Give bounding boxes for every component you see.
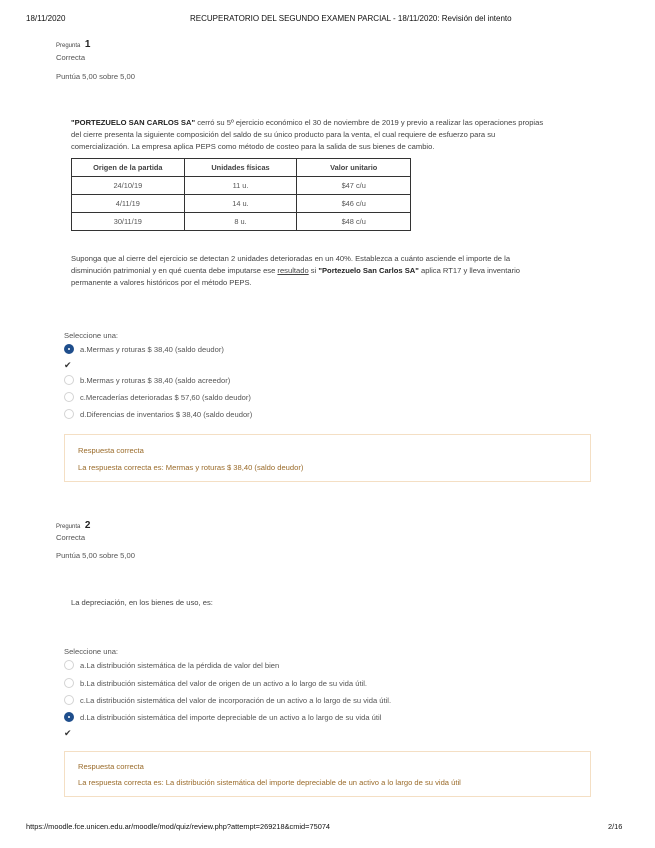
table-header: Valor unitario bbox=[297, 159, 411, 177]
select-label: Seleccione una: bbox=[64, 331, 119, 340]
question-2-status: Correcta bbox=[56, 533, 86, 542]
table-cell: 14 u. bbox=[184, 195, 297, 213]
table-row bbox=[72, 177, 411, 195]
page-url[interactable]: https://moodle.fce.unicen.edu.ar/moodle/mod/quiz/review.php?attempt=269218&cmid=75074 bbox=[26, 822, 331, 831]
answer-option-c[interactable] bbox=[64, 390, 251, 404]
answer-option-c[interactable] bbox=[64, 693, 391, 707]
feedback-box bbox=[64, 751, 591, 797]
radio-selected-icon[interactable] bbox=[64, 712, 74, 722]
question-label: Pregunta bbox=[56, 524, 81, 530]
answer-option-a[interactable] bbox=[64, 342, 224, 356]
radio-icon[interactable] bbox=[64, 660, 74, 670]
intro-line-1: cerró su 5º ejercicio económico el 30 de noviembre de 2019 y previo a realizar las operaciones propias bbox=[195, 118, 544, 127]
option-label: b.La distribución sistemática del valor de origen de un activo a lo largo de su vida útil. bbox=[80, 678, 368, 688]
prompt-line-2a: disminución patrimonial y en qué cuenta debe imputarse ese bbox=[71, 266, 278, 275]
radio-icon[interactable] bbox=[64, 695, 74, 705]
prompt-line-2c: aplica RT17 y lleva inventario bbox=[418, 266, 521, 275]
question-number: 1 bbox=[84, 39, 91, 50]
option-label: d.La distribución sistemática del importe depreciable de un activo a lo largo de su vida útil bbox=[80, 712, 382, 722]
table-cell: 11 u. bbox=[184, 177, 297, 195]
table-cell: $48 c/u bbox=[297, 213, 411, 231]
option-label: d.Diferencias de inventarios $ 38,40 (saldo deudor) bbox=[80, 409, 253, 419]
print-date: 18/11/2020 bbox=[26, 14, 66, 23]
answer-option-a[interactable] bbox=[64, 658, 279, 672]
feedback-title: Respuesta correcta bbox=[78, 446, 144, 455]
feedback-answer: La respuesta correcta es: Mermas y roturas $ 38,40 (saldo deudor) bbox=[78, 463, 304, 472]
question-1-prompt bbox=[71, 253, 611, 289]
table-row bbox=[72, 195, 411, 213]
page-title: RECUPERATORIO DEL SEGUNDO EXAMEN PARCIAL - 18/11/2020: Revisión del intento bbox=[190, 14, 512, 23]
check-icon: ✔ bbox=[64, 360, 72, 370]
question-1-score: Puntúa 5,00 sobre 5,00 bbox=[56, 72, 135, 81]
feedback-box bbox=[64, 434, 591, 482]
intro-line-2: del cierre presenta la siguiente composición del saldo de su único producto para la venta, el cual requiere de esfuerzo para su bbox=[71, 130, 496, 139]
feedback-answer: La respuesta correcta es: La distribución sistemática del importe depreciable de un activo a lo largo de su vida útil bbox=[78, 778, 461, 787]
question-2-heading bbox=[56, 515, 90, 533]
question-1-status: Correcta bbox=[56, 53, 86, 62]
answer-option-b[interactable] bbox=[64, 676, 367, 690]
option-label: b.Mermas y roturas $ 38,40 (saldo acreedor) bbox=[80, 375, 231, 385]
question-1-intro bbox=[71, 117, 611, 153]
question-number: 2 bbox=[84, 520, 91, 531]
question-label: Pregunta bbox=[56, 43, 81, 49]
table-cell: 30/11/19 bbox=[72, 213, 185, 231]
table-header-row bbox=[72, 159, 411, 177]
option-label: a.La distribución sistemática de la pérdida de valor del bien bbox=[80, 660, 280, 670]
page-number: 2/16 bbox=[608, 822, 623, 831]
resultado-link[interactable]: resultado bbox=[277, 266, 309, 275]
option-label: c.Mercaderías deterioradas $ 57,60 (saldo deudor) bbox=[80, 392, 251, 402]
radio-icon[interactable] bbox=[64, 392, 74, 402]
table-header: Unidades físicas bbox=[184, 159, 297, 177]
answer-option-d[interactable] bbox=[64, 407, 252, 421]
prompt-line-2b: si bbox=[308, 266, 319, 275]
prompt-line-1: Suponga que al cierre del ejercicio se detectan 2 unidades deterioradas en un 40%. Establezca a cuánto asciende el importe de la bbox=[71, 254, 511, 263]
intro-line-3: comercialización. La empresa aplica PEPS como método de costeo para la salida de sus bienes de cambio. bbox=[71, 142, 435, 151]
answer-option-d[interactable] bbox=[64, 710, 381, 724]
table-row bbox=[72, 213, 411, 231]
check-icon: ✔ bbox=[64, 728, 72, 738]
question-2-text: La depreciación, en los bienes de uso, es: bbox=[71, 598, 213, 607]
radio-icon[interactable] bbox=[64, 678, 74, 688]
question-1-heading bbox=[56, 34, 90, 52]
option-label: c.La distribución sistemática del valor de incorporación de un activo a lo largo de su vida útil. bbox=[80, 695, 392, 705]
question-2-score: Puntúa 5,00 sobre 5,00 bbox=[56, 551, 135, 560]
table-header: Origen de la partida bbox=[72, 159, 185, 177]
radio-selected-icon[interactable] bbox=[64, 344, 74, 354]
table-cell: 4/11/19 bbox=[72, 195, 185, 213]
company-name-2: "Portezuelo San Carlos SA" bbox=[318, 266, 419, 275]
radio-icon[interactable] bbox=[64, 409, 74, 419]
feedback-title: Respuesta correcta bbox=[78, 762, 144, 771]
table-cell: 8 u. bbox=[184, 213, 297, 231]
table-cell: $46 c/u bbox=[297, 195, 411, 213]
radio-icon[interactable] bbox=[64, 375, 74, 385]
select-label: Seleccione una: bbox=[64, 647, 119, 656]
table-cell: $47 c/u bbox=[297, 177, 411, 195]
option-label: a.Mermas y roturas $ 38,40 (saldo deudor) bbox=[80, 344, 224, 354]
inventory-table bbox=[71, 158, 411, 231]
prompt-line-3: permanente a valores históricos por el método PEPS. bbox=[71, 278, 252, 287]
answer-option-b[interactable] bbox=[64, 373, 230, 387]
company-name: "PORTEZUELO SAN CARLOS SA" bbox=[71, 118, 196, 127]
table-cell: 24/10/19 bbox=[72, 177, 185, 195]
